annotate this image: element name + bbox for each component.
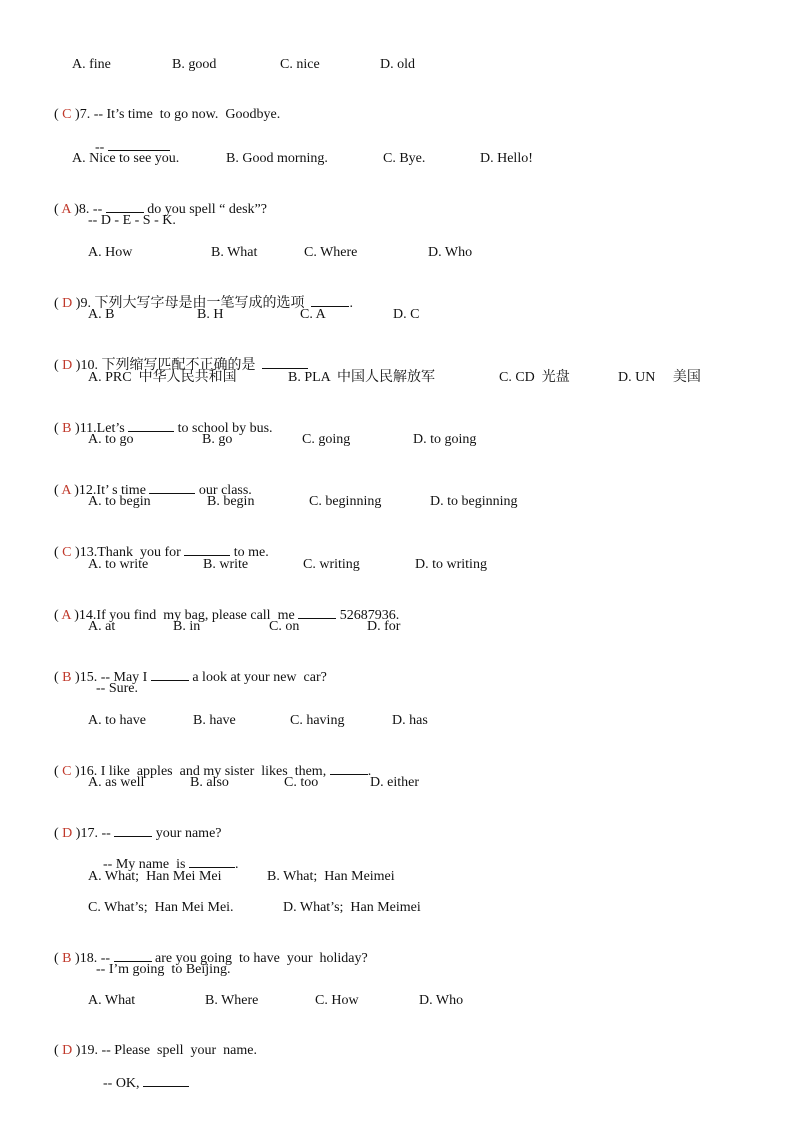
q15-answer: B xyxy=(62,670,72,685)
question-10: ( D )10. 下列缩写匹配不正确的是 xyxy=(47,337,308,375)
q10-option-c-code: C. CD xyxy=(499,370,535,385)
question-14: ( A )14.If you find my bag, please call me 52687936. xyxy=(47,587,399,625)
q7-reply-prefix: -- xyxy=(95,140,105,155)
q10-option-a xyxy=(88,368,237,387)
q9-stem: 下列大写字母是由一笔写成的选项 xyxy=(94,295,305,311)
q17-reply-blank xyxy=(189,854,235,868)
q17-option-c: C. What’s; Han Mei Mei. xyxy=(88,900,234,915)
q9-option-b: B. H xyxy=(197,307,224,322)
q8-blank xyxy=(106,199,144,213)
q16-stem-post: . xyxy=(367,764,372,779)
q13-stem-post: to me. xyxy=(230,545,269,560)
q18-option-b: B. Where xyxy=(205,993,259,1008)
q19-reply-blank xyxy=(143,1073,189,1087)
q16-option-a: A. as well xyxy=(88,775,145,790)
q17-blank xyxy=(114,823,152,837)
q12-number: 12. xyxy=(78,483,97,498)
q7-reply-blank xyxy=(108,137,170,151)
question-17: ( D )17. -- your name? xyxy=(47,805,222,843)
q16-option-c: C. too xyxy=(284,775,319,790)
q8-answer: A xyxy=(61,202,71,217)
q10-answer: D xyxy=(62,358,73,373)
q17-answer: D xyxy=(62,826,73,841)
q13-option-b: B. write xyxy=(203,557,249,572)
q15-option-b: B. have xyxy=(193,713,236,728)
q11-stem-pre: Let’s xyxy=(96,421,125,436)
q8-stem-post: do you spell “ desk”? xyxy=(143,202,267,217)
q13-stem-pre: Thank you for xyxy=(97,545,181,560)
q15-reply: -- Sure. xyxy=(96,681,138,696)
q9-option-c: C. A xyxy=(300,307,326,322)
question-9: ( D )9. 下列大写字母是由一笔写成的选项 . xyxy=(54,295,353,311)
q6-option-c: C. nice xyxy=(280,57,320,72)
q18-stem-post: are you going to have your holiday? xyxy=(151,951,368,966)
q9-number: 9. xyxy=(80,296,91,311)
q11-option-d: D. to going xyxy=(413,432,477,447)
q15-option-d: D. has xyxy=(392,713,428,728)
q15-number: 15. xyxy=(79,670,98,685)
q19-reply-pre: -- OK, xyxy=(103,1076,140,1091)
q14-option-a: A. at xyxy=(88,619,116,634)
q16-option-d: D. either xyxy=(370,775,419,790)
q18-option-a: A. What xyxy=(88,993,136,1008)
q11-number: 11. xyxy=(79,421,97,436)
q10-option-b-code: B. PLA xyxy=(288,370,331,385)
q10-option-c xyxy=(499,368,570,387)
q17-option-b: B. What; Han Meimei xyxy=(267,869,395,884)
q18-option-c: C. How xyxy=(315,993,359,1008)
q13-option-d: D. to writing xyxy=(415,557,487,572)
q10-stem: 下列缩写匹配不正确的是 xyxy=(101,357,256,373)
q10-option-b xyxy=(288,368,435,387)
q16-blank xyxy=(330,761,368,775)
q10-number: 10. xyxy=(80,358,98,373)
q15-stem-pre: -- May I xyxy=(100,670,148,685)
q13-blank xyxy=(184,542,230,556)
q8-number: 8. xyxy=(78,202,90,217)
question-19: ( D )19. -- Please spell your name. xyxy=(54,1043,257,1058)
q18-answer: B xyxy=(62,951,72,966)
q6-option-d: D. old xyxy=(380,57,415,72)
q8-stem-pre: -- xyxy=(92,202,103,217)
q7-option-c: C. Bye. xyxy=(383,151,426,166)
q8-option-c: C. Where xyxy=(304,245,358,260)
q7-option-d: D. Hello! xyxy=(480,151,533,166)
q12-option-b: B. begin xyxy=(207,494,255,509)
question-7: ( C )7. -- It’s time to go now. Goodbye. xyxy=(54,107,281,122)
q16-number: 16. xyxy=(79,764,98,779)
question-15: ( B )15. -- May I a look at your new car? xyxy=(47,649,327,687)
q9-option-a: A. B xyxy=(88,307,115,322)
q17-stem-pre: -- xyxy=(101,826,111,841)
q9-stem-end: . xyxy=(349,296,353,311)
q8-option-b: B. What xyxy=(211,245,258,260)
q11-option-b: B. go xyxy=(202,432,233,447)
q13-answer: C xyxy=(62,545,72,560)
q8-reply: -- D - E - S - K. xyxy=(88,213,176,228)
q14-option-d: D. for xyxy=(367,619,401,634)
q14-option-b: B. in xyxy=(173,619,201,634)
q12-answer: A xyxy=(61,483,71,498)
q12-option-c: C. beginning xyxy=(309,494,382,509)
q17-option-a: A. What; Han Mei Mei xyxy=(88,869,222,884)
q7-option-b: B. Good morning. xyxy=(226,151,328,166)
q12-option-d: D. to beginning xyxy=(430,494,518,509)
q10-option-a-cn: 中华人民共和国 xyxy=(138,369,237,385)
q18-number: 18. xyxy=(79,951,98,966)
q15-blank xyxy=(151,667,189,681)
q12-blank xyxy=(149,480,195,494)
q15-option-a: A. to have xyxy=(88,713,146,728)
q14-answer: A xyxy=(61,608,71,623)
q18-option-d: D. Who xyxy=(419,993,464,1008)
q7-option-a: A. Nice to see you. xyxy=(72,151,180,166)
q17-reply-post: . xyxy=(234,857,239,872)
q7-answer: C xyxy=(62,107,72,122)
q17-option-d: D. What’s; Han Meimei xyxy=(283,900,421,915)
q9-answer: D xyxy=(62,296,73,311)
q11-option-c: C. going xyxy=(302,432,351,447)
q8-option-a: A. How xyxy=(88,245,133,260)
question-8: ( A )8. -- do you spell “ desk”? xyxy=(47,181,267,219)
q19-reply xyxy=(96,1055,189,1093)
q14-stem-post: 52687936. xyxy=(336,608,400,623)
q7-number: 7. xyxy=(79,107,91,122)
q15-stem-post: a look at your new car? xyxy=(188,670,327,685)
q16-answer: C xyxy=(62,764,72,779)
q10-option-c-cn: 光盘 xyxy=(541,369,570,385)
q10-option-a-code: A. PRC xyxy=(88,370,132,385)
q14-blank xyxy=(298,605,336,619)
q9-blank xyxy=(311,293,349,307)
question-12: ( A )12.It’ s time our class. xyxy=(47,462,252,500)
q7-stem: -- It’s time to go now. Goodbye. xyxy=(93,107,281,122)
q13-number: 13. xyxy=(79,545,98,560)
q10-option-b-cn: 中国人民解放军 xyxy=(337,369,436,385)
q17-number: 17. xyxy=(80,826,98,841)
q19-stem: -- Please spell your name. xyxy=(101,1043,257,1058)
q14-stem-pre: If you find my bag, please call me xyxy=(96,608,295,623)
q12-stem-post: our class. xyxy=(195,483,252,498)
q8-option-d: D. Who xyxy=(428,245,473,260)
q14-option-c: C. on xyxy=(269,619,300,634)
q10-option-d-code: D. UN xyxy=(618,370,656,385)
q18-reply: -- I’m going to Beijing. xyxy=(96,962,231,977)
q11-option-a: A. to go xyxy=(88,432,134,447)
q11-stem-post: to school by bus. xyxy=(174,421,273,436)
q17-stem-post: your name? xyxy=(152,826,222,841)
q18-stem-pre: -- xyxy=(100,951,111,966)
q10-option-d-cn: 美国 xyxy=(672,369,701,385)
question-13: ( C )13.Thank you for to me. xyxy=(47,524,269,562)
q16-stem-pre: I like apples and my sister likes them, xyxy=(100,764,327,779)
q17-reply-pre: -- My name is xyxy=(103,857,186,872)
q10-option-d xyxy=(618,368,701,387)
q12-stem-pre: It’ s time xyxy=(96,483,146,498)
q14-number: 14. xyxy=(78,608,97,623)
question-16: ( C )16. I like apples and my sister likes them, . xyxy=(47,743,371,781)
q9-option-d: D. C xyxy=(393,307,420,322)
q19-number: 19. xyxy=(80,1043,98,1058)
q11-answer: B xyxy=(62,421,72,436)
q13-option-c: C. writing xyxy=(303,557,360,572)
q18-blank xyxy=(114,948,152,962)
q10-blank xyxy=(262,355,308,369)
q13-option-a: A. to write xyxy=(88,557,149,572)
question-18: ( B )18. -- are you going to have your holiday? xyxy=(47,930,368,968)
question-11: ( B )11.Let’s to school by bus. xyxy=(47,400,273,438)
q19-answer: D xyxy=(62,1043,73,1058)
q16-option-b: B. also xyxy=(190,775,229,790)
q12-option-a: A. to begin xyxy=(88,494,151,509)
q11-blank xyxy=(128,418,174,432)
q15-option-c: C. having xyxy=(290,713,345,728)
q6-option-b: B. good xyxy=(172,57,217,72)
q6-option-a: A. fine xyxy=(72,57,111,72)
